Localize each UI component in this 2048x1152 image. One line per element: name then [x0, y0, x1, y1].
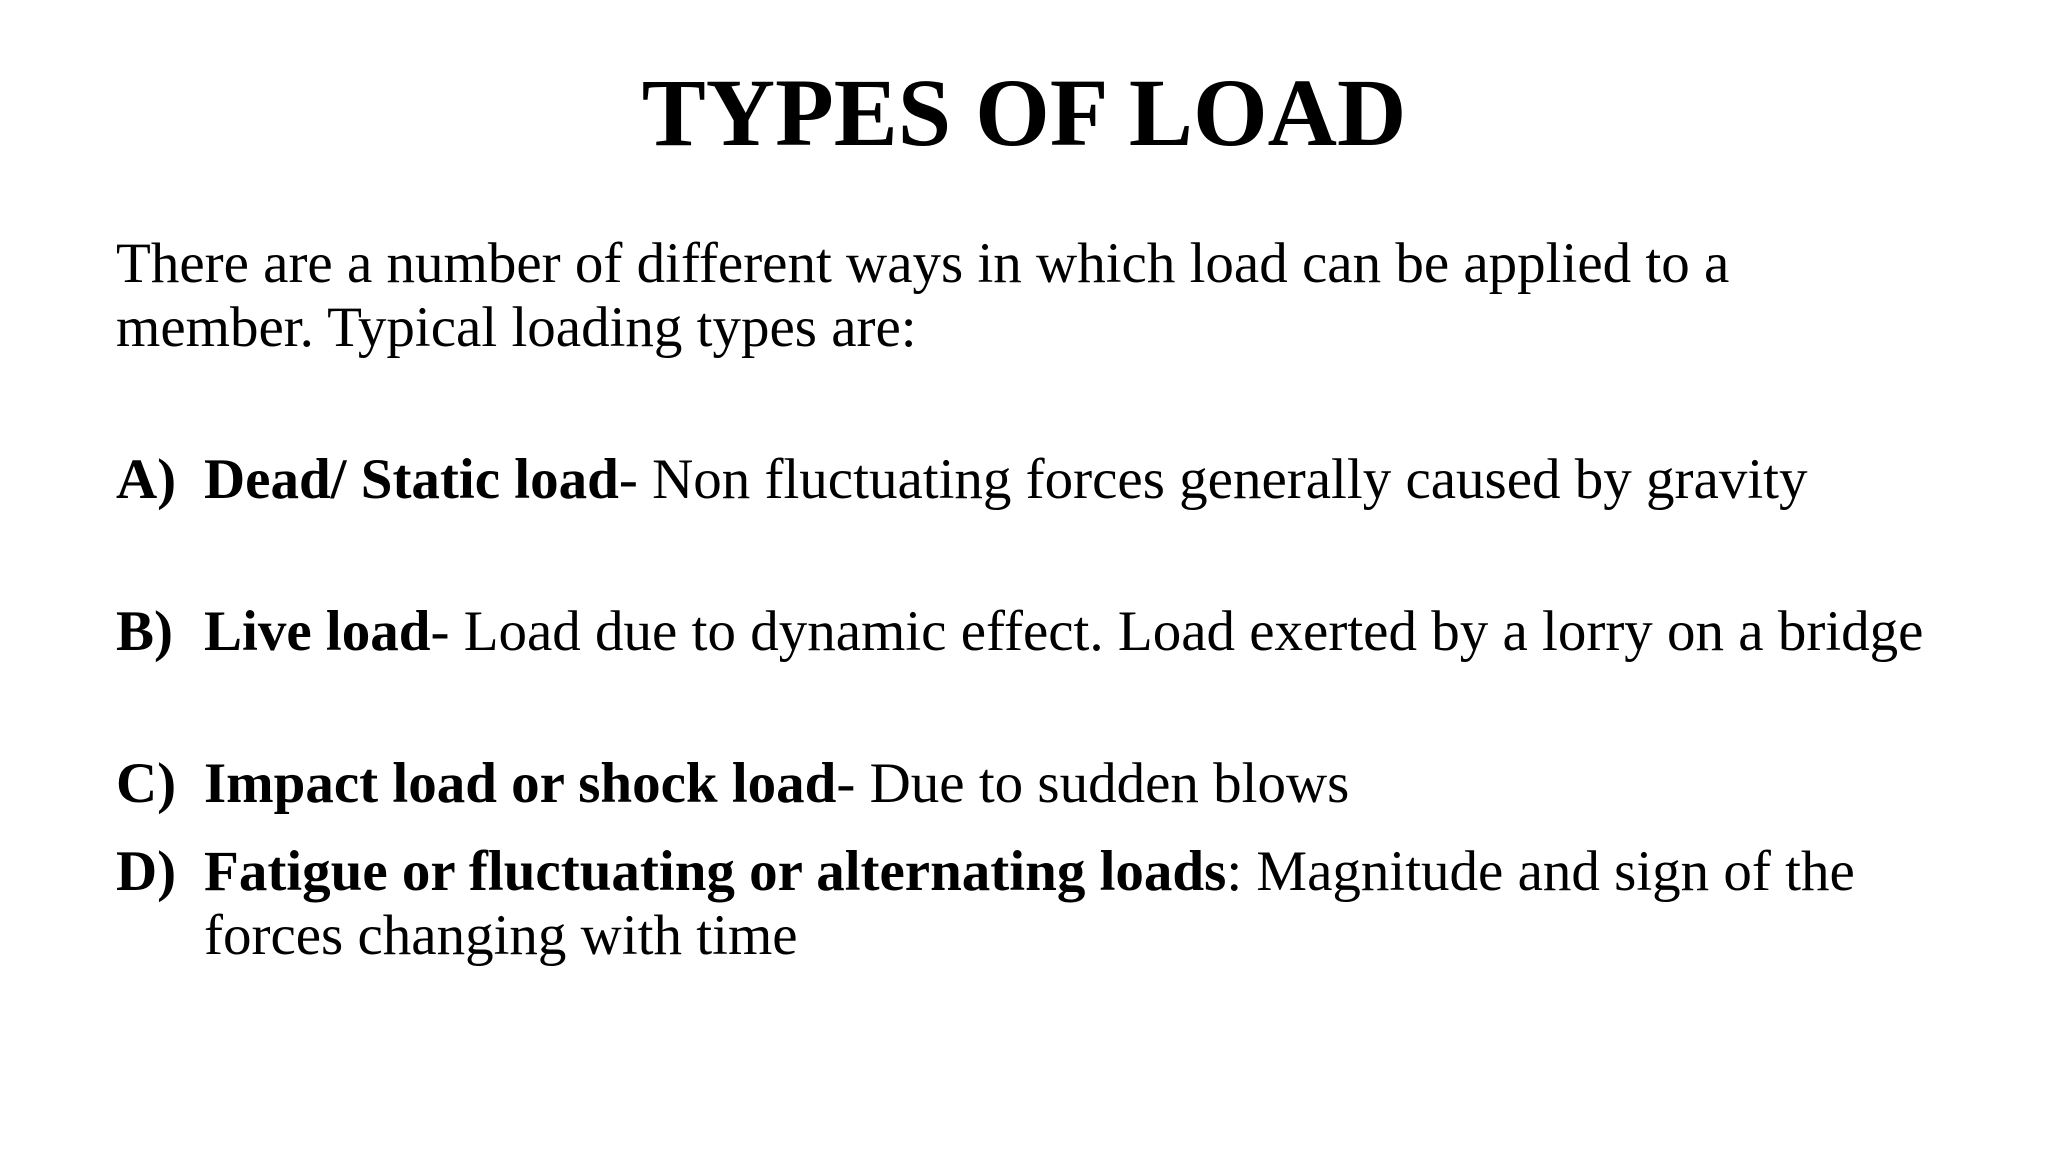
term-separator: -	[618, 448, 638, 511]
intro-paragraph: There are a number of different ways in which load can be applied to a member. Typical loading types are:	[116, 232, 1730, 359]
load-description: Non fluctuating forces generally caused by gravity	[637, 448, 1808, 511]
list-item-body	[204, 840, 1976, 968]
list-marker: D)	[116, 840, 177, 903]
load-term: Live load	[204, 600, 431, 663]
list-marker: C)	[116, 752, 177, 815]
load-description: Magnitude and sign of the forces changing with time	[204, 840, 1855, 967]
list-marker: B)	[116, 600, 173, 663]
list-item-fatigue-load	[116, 840, 1976, 968]
list-item-live-load	[116, 600, 1976, 664]
slide-title: TYPES OF LOAD	[641, 59, 1407, 166]
list-item-body	[204, 600, 1976, 664]
list-item-dead-load	[116, 448, 1976, 512]
load-term: Fatigue or fluctuating or alternating loads	[204, 840, 1227, 903]
list-marker: A)	[116, 448, 177, 511]
list-item-body	[204, 752, 1976, 816]
list-item-body	[204, 448, 1976, 512]
load-term: Dead/ Static load	[204, 448, 619, 511]
term-separator: -	[836, 752, 856, 815]
load-description: Load due to dynamic effect. Load exerted by a lorry on a bridge	[449, 600, 1924, 663]
term-separator: -	[430, 600, 450, 663]
list-item-impact-load	[116, 752, 1976, 816]
term-separator: :	[1226, 840, 1243, 903]
load-description: Due to sudden blows	[855, 752, 1350, 815]
load-term: Impact load or shock load	[204, 752, 837, 815]
